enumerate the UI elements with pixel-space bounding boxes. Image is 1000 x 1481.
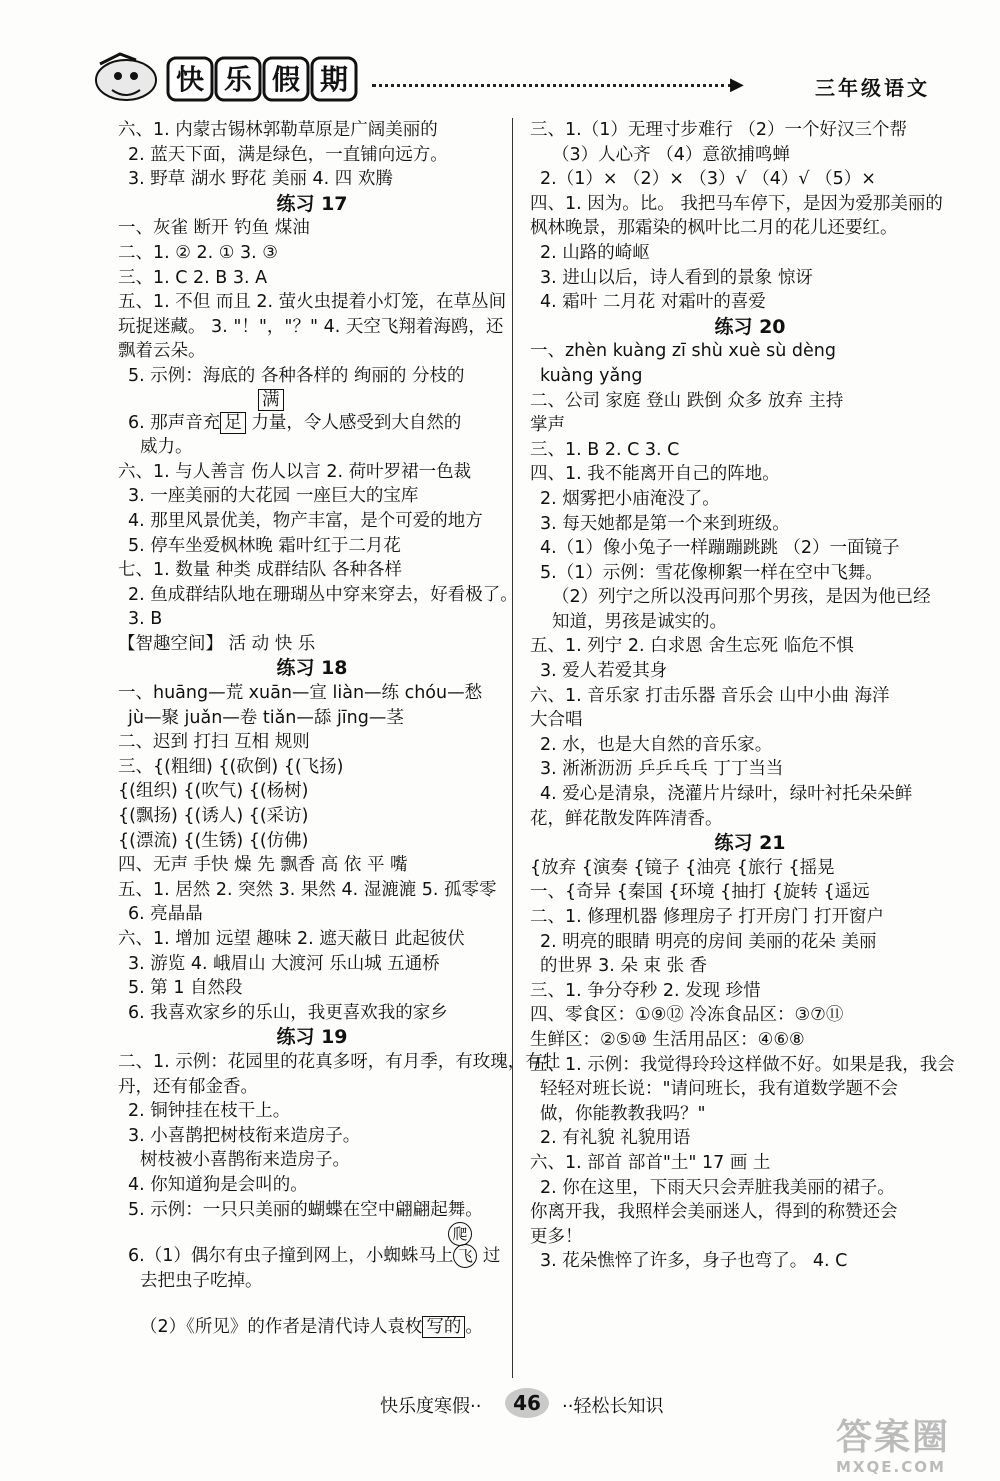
- column-divider: [512, 118, 513, 1378]
- answer-line: 5. 示例：一只只美丽的蝴蝶在空中翩翩起舞。: [128, 1199, 483, 1220]
- correction-mark: [118, 1293, 506, 1315]
- answer-line: 二、公司 家庭 登山 跌倒 众多 放弃 主持: [530, 390, 844, 411]
- answer-line: 一、灰雀 断开 钓鱼 煤油: [118, 218, 310, 239]
- logo-title: [176, 63, 348, 96]
- watermark-logo: 答案圈: [836, 1417, 951, 1458]
- answer-line: 3. 淅淅沥沥 乒乒乓乓 丁丁当当: [540, 759, 784, 780]
- answer-line: 【智趣空间】 活 动 快 乐: [118, 633, 316, 654]
- answer-line: 三、1. C 2. B 3. A: [118, 267, 268, 288]
- answer-line: 2. 有礼貌 礼貌用语: [540, 1128, 691, 1149]
- answer-line: 二、1. 修理机器 修理房子 打开房门 打开窗户: [530, 907, 884, 927]
- correction-mark: 满: [118, 389, 506, 411]
- answer-line: 2. 水，也是大自然的音乐家。: [540, 734, 773, 755]
- answer-line: 5. 示例：海底的 各种各样的 绚丽的 分枝的: [128, 365, 465, 386]
- answer-line: {放弃 {演奏 {镜子 {油亮 {旅行 {摇晃: [530, 857, 835, 878]
- logo-icon: [90, 50, 370, 106]
- answer-line: 3. 游览 4. 峨眉山 大渡河 乐山城 五通桥: [128, 953, 440, 974]
- answer-line: 枫林晚景，那霜染的枫叶比二月的花儿还要红。: [530, 218, 898, 239]
- answer-line: 四、1. 我不能离开自己的阵地。: [530, 464, 780, 485]
- answer-line: 6. 我喜欢家乡的乐山，我更喜欢我的家乡: [128, 1002, 448, 1023]
- answer-line: 四、1. 因为。比。 我把马车停下，是因为爱那美丽的: [530, 193, 943, 214]
- answer-line: 4. 爱心是清泉，浇灌片片绿叶，绿叶衬托朵朵鲜: [540, 784, 913, 805]
- answer-line: 4.（1）像小兔子一样蹦蹦跳跳 （2）一面镜子: [540, 538, 900, 559]
- header-dotted-line: [372, 84, 732, 87]
- footer-slogan-left: 快乐度寒假··: [380, 1396, 482, 1417]
- answer-line: 一、huāng—荒 xuān—宣 liàn—练 chóu—愁: [118, 683, 483, 704]
- answer-line: 轻轻对班长说："请问班长，我有道数学题不会: [540, 1079, 899, 1100]
- answer-line: 知道，男孩是诚实的。: [552, 611, 727, 632]
- answer-line: {(组织) {(吹气) {(杨树): [118, 781, 309, 802]
- answer-line: 六、1. 内蒙古锡林郭勒草原是广阔美丽的: [118, 120, 438, 140]
- section-heading: 练习 17: [276, 192, 348, 215]
- answer-line: 二、1. 示例：花园里的花真多呀，有月季，有玫瑰，有牡: [118, 1051, 561, 1072]
- answer-line: 5.（1）示例：雪花像柳絮一样在空中飞舞。: [540, 562, 883, 583]
- answer-line: 3. 花朵憔悴了许多，身子也弯了。 4. C: [540, 1251, 848, 1272]
- right-column: [530, 118, 970, 1274]
- answer-line: 三、1.（1）无理寸步难行 （2）一个好汉三个帮: [530, 120, 908, 140]
- page-header: [90, 50, 960, 106]
- watermark-url: MXQE.COM: [836, 1458, 946, 1476]
- svg-text:乐: 乐: [223, 63, 253, 96]
- answer-line: 2. 鱼成群结队地在珊瑚丛中穿来穿去，好看极了。: [128, 584, 518, 605]
- answer-line: 二、1. ② 2. ① 3. ③: [118, 242, 278, 263]
- section-heading: 练习 21: [714, 832, 786, 855]
- answer-line: 3. 小喜鹊把树枝衔来造房子。: [128, 1125, 361, 1146]
- answer-line: 2.（1）× （2）× （3）√ （4）√ （5）×: [540, 169, 876, 190]
- answer-line: 2. 山路的崎岖: [540, 242, 650, 263]
- answer-line: 5. 停车坐爱枫林晚 霜叶红于二月花: [128, 535, 401, 556]
- answer-line: 五、1. 列宁 2. 白求恩 舍生忘死 临危不惧: [530, 636, 854, 657]
- answer-line: 6.（1）偶尔有虫子撞到网上，小蜘蛛马上 飞 过: [128, 1246, 501, 1267]
- answer-line: 六、1. 部首 部首"土" 17 画 土: [530, 1152, 771, 1173]
- header-arrow-icon: ▶: [730, 74, 744, 95]
- answer-line: 2. 你在这里，下雨天只会弄脏我美丽的裙子。: [540, 1177, 895, 1198]
- answer-line: 去把虫子吃掉。: [140, 1270, 263, 1291]
- section-heading: 练习 18: [276, 657, 348, 680]
- answer-line: 做，你能教教我吗？": [540, 1103, 706, 1124]
- correction-box: 写的: [422, 1316, 465, 1338]
- answer-line: 五、1. 不但 而且 2. 萤火虫提着小灯笼，在草丛间: [118, 292, 507, 313]
- answer-line: 三、1. 争分夺秒 2. 发现 珍惜: [530, 980, 761, 1001]
- answer-line: 4. 霜叶 二月花 对霜叶的喜爱: [540, 292, 766, 313]
- answer-line: 3. 野草 湖水 野花 美丽 4. 四 欢腾: [128, 169, 393, 190]
- answer-line: 的世界 3. 朵 束 张 香: [540, 956, 708, 977]
- answer-line: 六、1. 与人善言 伤人以言 2. 荷叶罗裙一色裁: [118, 461, 472, 482]
- answer-line: 3. 每天她都是第一个来到班级。: [540, 513, 790, 534]
- answer-line: 3. B: [128, 609, 163, 630]
- answer-line: （2）列宁之所以没再问那个男孩，是因为他已经: [552, 587, 931, 608]
- answer-line: jù—聚 juǎn—卷 tiǎn—舔 jīng—茎: [128, 707, 404, 728]
- answer-line: 3. 进山以后，诗人看到的景象 惊讶: [540, 267, 813, 288]
- answer-line: 大合唱: [530, 710, 583, 731]
- answer-line: 3. 一座美丽的大花园 一座巨大的宝库: [128, 486, 419, 507]
- answer-line: 五、1. 示例：我觉得玲玲这样做不好。如果是我，我会: [530, 1054, 955, 1075]
- svg-text:期: 期: [319, 63, 349, 96]
- answer-line: 玩捉迷藏。 3. "！"，"？" 4. 天空飞翔着海鸥，还: [118, 316, 504, 337]
- page-footer: [380, 1388, 760, 1422]
- section-heading: 练习 19: [276, 1026, 348, 1049]
- grade-subject: 三年级语文: [815, 76, 930, 100]
- answer-line: 七、1. 数量 种类 成群结队 各种各样: [118, 560, 402, 581]
- answer-line: 3. 爱人若爱其身: [540, 661, 668, 682]
- answer-line: 一、zhèn kuàng zī shù xuè sù dèng: [530, 341, 836, 362]
- correction-box: 足: [220, 412, 246, 434]
- svg-text:快: 快: [175, 63, 205, 96]
- answer-line: （2）《所见》的作者是清代诗人袁枚 写的 。: [140, 1317, 483, 1338]
- answer-line: 6. 那声音充 足 力量，令人感受到大自然的: [128, 412, 462, 433]
- answer-line: 六、1. 音乐家 打击乐器 音乐会 山中小曲 海洋: [530, 685, 890, 706]
- answer-line: {(飘扬) {(诱人) {(采访): [118, 806, 309, 827]
- page-number: 46: [505, 1388, 549, 1418]
- svg-text:假: 假: [271, 63, 301, 96]
- answer-line: 2. 蓝天下面，满是绿色，一直铺向远方。: [128, 144, 448, 165]
- answer-line: 树枝被小喜鹊衔来造房子。: [140, 1150, 350, 1171]
- answer-line: 一、{奇异 {秦国 {环境 {抽打 {旋转 {遥远: [530, 882, 870, 903]
- answer-line: 5. 第 1 自然段: [128, 978, 243, 999]
- answer-line: 四、零食区：①⑨⑫ 冷冻食品区：③⑦⑪: [530, 1005, 844, 1026]
- watermark: [836, 1418, 986, 1476]
- correction-circle: 飞: [453, 1244, 477, 1268]
- answer-line: 威力。: [140, 437, 193, 458]
- answer-line: 2. 烟雾把小庙淹没了。: [540, 488, 720, 509]
- answer-line: 6. 亮晶晶: [128, 904, 203, 925]
- answer-line: 六、1. 增加 远望 趣味 2. 遮天蔽日 此起彼伏: [118, 929, 465, 949]
- section-heading: 练习 20: [714, 315, 786, 338]
- answer-line: 飘着云朵。: [118, 341, 206, 362]
- answer-line: （3）人心齐 （4）意欲捕鸣蝉: [552, 144, 790, 165]
- footer-slogan-right: ··轻松长知识: [562, 1396, 664, 1417]
- answer-line: 五、1. 居然 2. 突然 3. 果然 4. 湿漉漉 5. 孤零零: [118, 879, 497, 900]
- answer-line: 你离开我，我照样会美丽迷人，得到的称赞还会: [530, 1202, 898, 1223]
- answer-line: 2. 明亮的眼睛 明亮的房间 美丽的花朵 美丽: [540, 931, 877, 952]
- answer-line: 4. 那里风景优美，物产丰富，是个可爱的地方: [128, 510, 483, 531]
- answer-line: 四、无声 手快 燥 先 飘香 高 依 平 嘴: [118, 855, 408, 876]
- answer-line: 2. 铜钟挂在枝干上。: [128, 1101, 291, 1122]
- answer-line: kuàng yǎng: [540, 365, 643, 386]
- correction-mark: 爬: [118, 1222, 506, 1244]
- answer-line: 生鲜区：②⑤⑩ 生活用品区：④⑥⑧: [530, 1029, 805, 1050]
- answer-line: 三、{(粗细) {(砍倒) {(飞扬): [118, 756, 344, 777]
- answer-line: 4. 你知道狗是会叫的。: [128, 1174, 308, 1195]
- answer-line: 二、迟到 打扫 互相 规则: [118, 732, 310, 753]
- answer-line: 丹，还有郁金香。: [118, 1076, 258, 1097]
- answer-line: 掌声: [530, 415, 565, 436]
- answer-line: 花，鲜花散发阵阵清香。: [530, 808, 723, 829]
- answer-line: 三、1. B 2. C 3. C: [530, 439, 680, 460]
- answer-line: {(漂流) {(生锈) {(仿佛): [118, 830, 309, 851]
- answer-line: 更多！: [530, 1226, 583, 1247]
